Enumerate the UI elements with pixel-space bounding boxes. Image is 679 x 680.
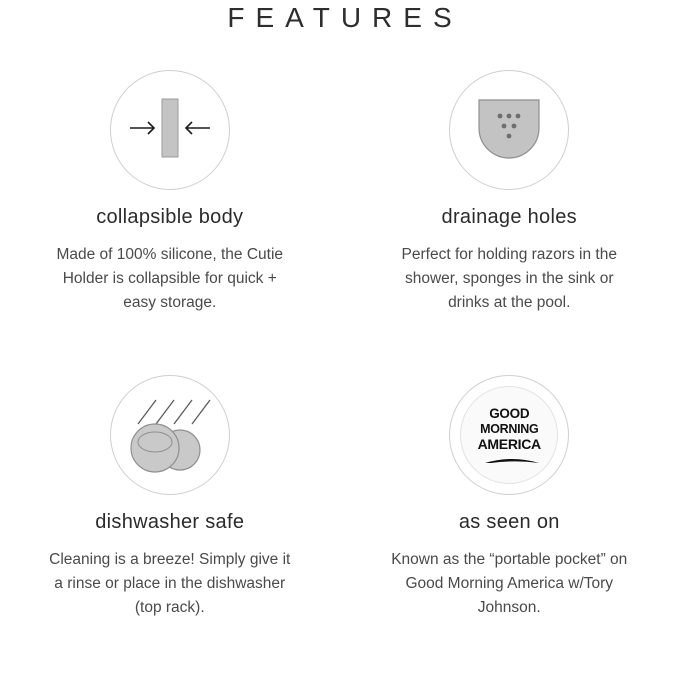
good-morning-america-logo-icon — [460, 386, 558, 484]
drainage-holes-icon — [469, 92, 549, 169]
feature-card-drainage-holes — [340, 70, 679, 375]
feature-title: drainage holes — [442, 206, 577, 229]
icon-circle — [110, 70, 230, 190]
feature-description: Made of 100% silicone, the Cutie Holder is collapsible for quick + easy storage. — [45, 243, 295, 315]
page-title: FEATURES — [0, 0, 679, 34]
feature-card-collapsible-body — [0, 70, 340, 375]
gma-logo-line-2: MORNING — [480, 423, 538, 436]
gma-swoosh-icon — [478, 454, 540, 463]
feature-description: Known as the “portable pocket” on Good Morning America w/Tory Johnson. — [384, 548, 634, 620]
features-grid — [0, 70, 679, 680]
icon-circle — [110, 375, 230, 495]
collapsible-body-icon — [124, 93, 216, 168]
feature-title: as seen on — [459, 511, 560, 534]
icon-circle — [449, 375, 569, 495]
feature-title: collapsible body — [96, 206, 243, 229]
feature-card-as-seen-on — [340, 375, 679, 680]
gma-logo-line-1: GOOD — [489, 407, 529, 421]
feature-description: Perfect for holding razors in the shower, sponges in the sink or drinks at the pool. — [384, 243, 634, 315]
dishwasher-safe-icon — [122, 390, 218, 481]
feature-description: Cleaning is a breeze! Simply give it a rinse or place in the dishwasher (top rack). — [45, 548, 295, 620]
icon-circle — [449, 70, 569, 190]
gma-logo-line-3: AMERICA — [478, 437, 541, 451]
feature-card-dishwasher-safe — [0, 375, 340, 680]
feature-title: dishwasher safe — [95, 511, 244, 534]
